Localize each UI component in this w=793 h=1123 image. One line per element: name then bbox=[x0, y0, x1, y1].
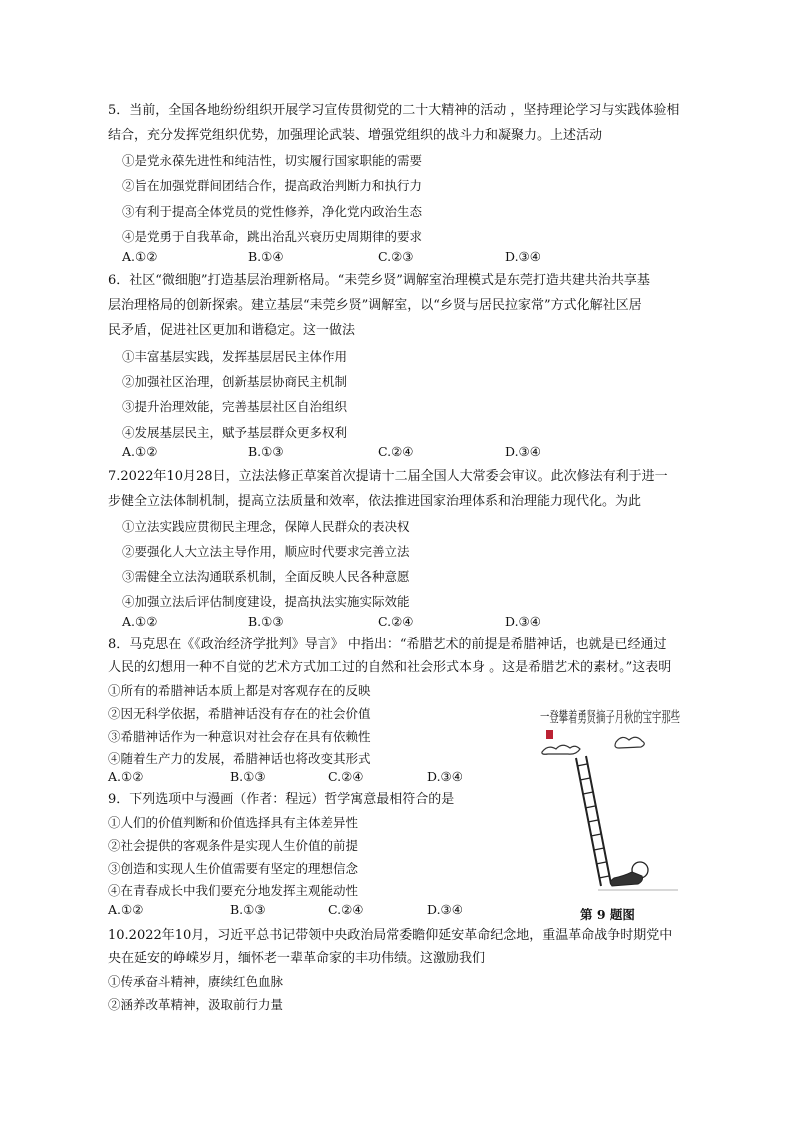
q6-options bbox=[0, 444, 793, 460]
q7-option-c[interactable]: C.②④ bbox=[378, 614, 414, 629]
q6-stem-line1: 6．社区“微细胞”打造基层治理新格局。“耒莞乡贤”调解室治理模式是东莞打造共建共治共享基 bbox=[108, 273, 650, 288]
q6-option-a[interactable]: A.①② bbox=[122, 444, 158, 459]
q10-stem-line1: 10.2022年10月，习近平总书记带领中央政治局常委瞻仰延安革命纪念地，重温革命战争时期党中 bbox=[108, 928, 673, 943]
person-body bbox=[610, 872, 642, 886]
q5-option-b[interactable]: B.①④ bbox=[248, 249, 284, 264]
q6-option-c[interactable]: C.②④ bbox=[378, 444, 414, 459]
ladder-rungs bbox=[577, 764, 609, 878]
q8-stem-line1: 8．马克思在《《政治经济学批判》导言》 中指出：“希腊艺术的前提是希腊神话，也就是已经通过 bbox=[108, 637, 667, 652]
ladder-rail-right bbox=[586, 756, 611, 884]
q6-item-2: ②加强社区治理，创新基层协商民主机制 bbox=[122, 374, 348, 389]
q6-option-b[interactable]: B.①③ bbox=[248, 444, 284, 459]
cartoon-seal bbox=[546, 730, 553, 739]
cloud-right bbox=[615, 737, 644, 748]
q9-cartoon bbox=[538, 700, 688, 900]
q10-item-2: ②涵养改革精神，汲取前行力量 bbox=[108, 997, 284, 1012]
q5-item-4: ④是党勇于自我革命，跳出治乱兴衰历史周期律的要求 bbox=[122, 229, 423, 244]
q5-item-1: ①是党永葆先进性和纯洁性，切实履行国家职能的需要 bbox=[122, 153, 423, 168]
q9-option-c[interactable]: C.②④ bbox=[328, 902, 364, 917]
q8-item-4: ④随着生产力的发展，希腊神话也将改变其形式 bbox=[108, 751, 371, 766]
q8-stem-line2: 人民的幻想用一种不自觉的艺术方式加工过的自然和社会形式本身 。这是希腊艺术的素材。”这表明 bbox=[108, 660, 672, 675]
q6-item-4: ④发展基层民主，赋予基层群众更多权利 bbox=[122, 425, 348, 440]
cartoon-title-text: 一登攀着勇贤摘子月秋的宝宇那些 bbox=[540, 708, 680, 726]
q8-option-a[interactable]: A.①② bbox=[108, 769, 144, 784]
q10-item-1: ①传承奋斗精神，赓续红色血脉 bbox=[108, 974, 284, 989]
q6-stem-line3: 民矛盾，促进社区更加和谐稳定。这一做法 bbox=[108, 323, 356, 338]
q7-item-4: ④加强立法后评估制度建设，提高执法实施实际效能 bbox=[122, 594, 410, 609]
q7-item-2: ②要强化人大立法主导作用，顺应时代要求完善立法 bbox=[122, 544, 410, 559]
q9-item-2: ②社会提供的客观条件是实现人生价值的前提 bbox=[108, 838, 359, 853]
q7-item-1: ①立法实践应贯彻民主理念，保障人民群众的表决权 bbox=[122, 519, 410, 534]
q8-item-2: ②因无科学依据，希腊神话没有存在的社会价值 bbox=[108, 706, 371, 721]
q7-stem-line2: 步健全立法体制机制，提高立法质量和效率，依法推进国家治理体系和治理能力现代化。为此 bbox=[108, 494, 642, 509]
q5-option-a[interactable]: A.①② bbox=[122, 249, 158, 264]
q8-option-b[interactable]: B.①③ bbox=[230, 769, 266, 784]
q5-item-3: ③有利于提高全体党员的党性修养，净化党内政治生态 bbox=[122, 204, 423, 219]
q9-item-4: ④在青春成长中我们要充分地发挥主观能动性 bbox=[108, 883, 359, 898]
q5-stem-line1: 5．当前，全国各地纷纷组织开展学习宣传贯彻党的二十大精神的活动 ，坚持理论学习与实践体验相 bbox=[108, 103, 680, 118]
q10-stem-line2: 央在延安的峥嵘岁月，缅怀老一辈革命家的丰功伟绩。这激励我们 bbox=[108, 951, 486, 966]
q9-figure-caption: 第 9 题图 bbox=[580, 907, 635, 922]
q9-option-b[interactable]: B.①③ bbox=[230, 902, 266, 917]
q9-option-d[interactable]: D.③④ bbox=[427, 902, 463, 917]
q9-option-a[interactable]: A.①② bbox=[108, 902, 144, 917]
cartoon-illustration bbox=[538, 700, 688, 900]
q5-option-d[interactable]: D.③④ bbox=[505, 249, 541, 264]
cloud-left bbox=[542, 745, 580, 754]
q5-option-c[interactable]: C.②③ bbox=[378, 249, 414, 264]
q9-item-1: ①人们的价值判断和价值选择具有主体差异性 bbox=[108, 815, 359, 830]
q5-options bbox=[0, 249, 793, 265]
q7-option-d[interactable]: D.③④ bbox=[505, 614, 541, 629]
q8-option-c[interactable]: C.②④ bbox=[328, 769, 364, 784]
q5-stem-line2: 结合，充分发挥党组织优势，加强理论武装、增强党组织的战斗力和凝聚力。上述活动 bbox=[108, 128, 603, 143]
q6-item-1: ①丰富基层实践，发挥基层居民主体作用 bbox=[122, 349, 348, 364]
q7-options bbox=[0, 614, 793, 630]
q8-item-1: ①所有的希腊神话本质上都是对客观存在的反映 bbox=[108, 683, 371, 698]
q7-option-b[interactable]: B.①③ bbox=[248, 614, 284, 629]
q6-stem-line2: 层治理格局的创新探索。建立基层“耒莞乡贤”调解室，以“乡贤与居民拉家常”方式化解社区居 bbox=[108, 298, 642, 313]
q9-item-3: ③创造和实现人生价值需要有坚定的理想信念 bbox=[108, 861, 359, 876]
q6-item-3: ③提升治理效能，完善基层社区自治组织 bbox=[122, 399, 348, 414]
q8-option-d[interactable]: D.③④ bbox=[427, 769, 463, 784]
q7-stem-line1: 7.2022年10月28日，立法法修正草案首次提请十二届全国人大常委会审议。此次修法有利于进一 bbox=[108, 469, 668, 484]
q7-item-3: ③需健全立法沟通联系机制，全面反映人民各种意愿 bbox=[122, 569, 410, 584]
q6-option-d[interactable]: D.③④ bbox=[505, 444, 541, 459]
q9-options bbox=[0, 902, 793, 918]
q9-stem: 9．下列选项中与漫画（作者：程远）哲学寓意最相符合的是 bbox=[108, 792, 455, 807]
q7-option-a[interactable]: A.①② bbox=[122, 614, 158, 629]
q8-item-3: ③希腊神话作为一种意识对社会存在具有依赖性 bbox=[108, 729, 371, 744]
q5-item-2: ②旨在加强党群间团结合作，提高政治判断力和执行力 bbox=[122, 178, 423, 193]
